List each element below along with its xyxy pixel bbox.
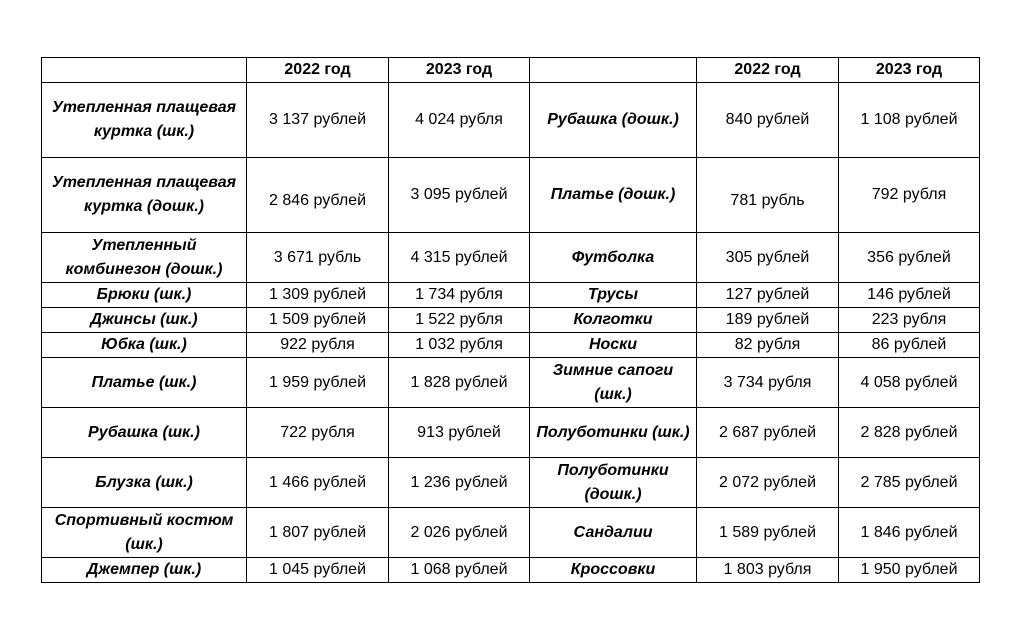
price-2022: 840 рублей — [697, 83, 839, 158]
item-name: Полуботинки (шк.) — [530, 408, 697, 458]
item-name: Джемпер (шк.) — [42, 558, 247, 583]
item-name: Брюки (шк.) — [42, 283, 247, 308]
header-cell-2023: 2023 год — [389, 58, 530, 83]
price-2023: 146 рублей — [839, 283, 980, 308]
item-name: Футболка — [530, 233, 697, 283]
item-name: Юбка (шк.) — [42, 333, 247, 358]
header-cell-2022: 2022 год — [697, 58, 839, 83]
table-row — [42, 333, 980, 358]
header-row — [42, 58, 980, 83]
price-2023: 1 068 рублей — [389, 558, 530, 583]
table-row — [42, 83, 980, 158]
price-2022: 1 959 рублей — [247, 358, 389, 408]
price-comparison-table — [41, 57, 980, 583]
item-name: Утепленная плащевая куртка (дошк.) — [42, 158, 247, 233]
price-2022: 922 рубля — [247, 333, 389, 358]
price-2022: 1 589 рублей — [697, 508, 839, 558]
table-row — [42, 283, 980, 308]
price-2023: 86 рублей — [839, 333, 980, 358]
item-name: Блузка (шк.) — [42, 458, 247, 508]
header-cell-empty — [42, 58, 247, 83]
price-2022: 3 671 рубль — [247, 233, 389, 283]
item-name: Утепленная плащевая куртка (шк.) — [42, 83, 247, 158]
price-2022: 722 рубля — [247, 408, 389, 458]
price-2022: 1 807 рублей — [247, 508, 389, 558]
price-2023: 4 024 рубля — [389, 83, 530, 158]
item-name: Рубашка (дошк.) — [530, 83, 697, 158]
price-2023: 1 846 рублей — [839, 508, 980, 558]
price-2023: 4 058 рублей — [839, 358, 980, 408]
price-2022: 1 309 рублей — [247, 283, 389, 308]
item-name: Сандалии — [530, 508, 697, 558]
price-2022: 2 072 рублей — [697, 458, 839, 508]
item-name: Колготки — [530, 308, 697, 333]
price-2022: 1 803 рубля — [697, 558, 839, 583]
item-name: Платье (шк.) — [42, 358, 247, 408]
price-2022: 1 509 рублей — [247, 308, 389, 333]
price-2023: 913 рублей — [389, 408, 530, 458]
price-2022: 3 137 рублей — [247, 83, 389, 158]
price-2023: 356 рублей — [839, 233, 980, 283]
table-row — [42, 358, 980, 408]
price-2022: 781 рубль — [697, 158, 839, 233]
table-row — [42, 508, 980, 558]
price-2023: 1 734 рубля — [389, 283, 530, 308]
price-2022: 1 045 рублей — [247, 558, 389, 583]
price-2022: 3 734 рубля — [697, 358, 839, 408]
item-name: Зимние сапоги (шк.) — [530, 358, 697, 408]
table-row — [42, 558, 980, 583]
price-2023: 3 095 рублей — [389, 158, 530, 233]
item-name: Носки — [530, 333, 697, 358]
item-name: Рубашка (шк.) — [42, 408, 247, 458]
price-2022: 1 466 рублей — [247, 458, 389, 508]
price-2023: 2 785 рублей — [839, 458, 980, 508]
price-2023: 1 522 рубля — [389, 308, 530, 333]
price-2022: 82 рубля — [697, 333, 839, 358]
price-2023: 1 236 рублей — [389, 458, 530, 508]
price-2022: 305 рублей — [697, 233, 839, 283]
price-2023: 1 950 рублей — [839, 558, 980, 583]
price-2023: 1 828 рублей — [389, 358, 530, 408]
price-2022: 2 846 рублей — [247, 158, 389, 233]
table-row — [42, 408, 980, 458]
item-name: Спортивный костюм (шк.) — [42, 508, 247, 558]
item-name: Полуботинки (дошк.) — [530, 458, 697, 508]
table-row — [42, 308, 980, 333]
price-2023: 223 рубля — [839, 308, 980, 333]
header-cell-empty — [530, 58, 697, 83]
item-name: Платье (дошк.) — [530, 158, 697, 233]
price-2023: 2 828 рублей — [839, 408, 980, 458]
price-2022: 2 687 рублей — [697, 408, 839, 458]
item-name: Кроссовки — [530, 558, 697, 583]
price-2023: 2 026 рублей — [389, 508, 530, 558]
table-row — [42, 458, 980, 508]
table-row — [42, 233, 980, 283]
price-2023: 1 108 рублей — [839, 83, 980, 158]
price-2023: 4 315 рублей — [389, 233, 530, 283]
table-row — [42, 158, 980, 233]
price-2023: 792 рубля — [839, 158, 980, 233]
price-2023: 1 032 рубля — [389, 333, 530, 358]
item-name: Джинсы (шк.) — [42, 308, 247, 333]
price-2022: 127 рублей — [697, 283, 839, 308]
item-name: Утепленный комбинезон (дошк.) — [42, 233, 247, 283]
price-2022: 189 рублей — [697, 308, 839, 333]
header-cell-2023: 2023 год — [839, 58, 980, 83]
header-cell-2022: 2022 год — [247, 58, 389, 83]
item-name: Трусы — [530, 283, 697, 308]
